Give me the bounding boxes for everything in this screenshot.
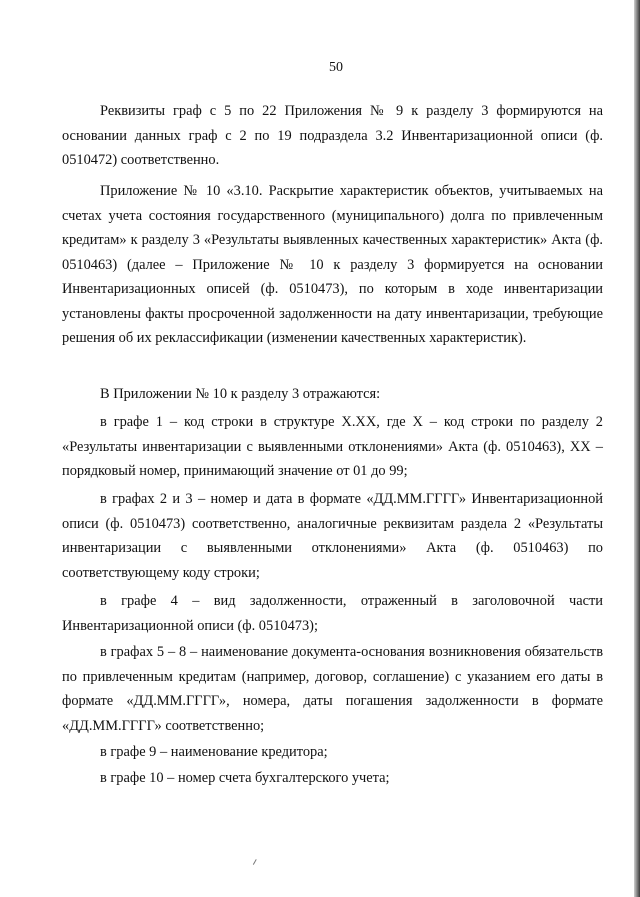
paragraph-requisites: Реквизиты граф с 5 по 22 Приложения № 9 к разделу 3 формируются на основании данных граф с 2 по 19 подраздела 3.2 Инвентаризационной описи (ф. 0510472) соответственно. [62, 103, 603, 168]
paragraph-appendix-10: Приложение № 10 «3.10. Раскрытие характеристик объектов, учитываемых на счетах учета состояния государственного (муниципального) долга по привлеченным кредитам» к разделу 3 «Результаты выявленных качественных характеристик» Акта (ф. 0510463) (далее – Приложение № 10 к разделу 3 формируется на основании Инвентаризационных описей (ф. 0510473), по которым в ходе инвентаризации установлены факты просроченной задолженности на дату инвентаризации, требующие решения об их реклассификации (изменении качественных характеристик). [62, 183, 603, 346]
paragraph-column-4: в графе 4 – вид задолженности, отраженный в заголовочной части Инвентаризационной описи (ф. 0510473); [62, 593, 603, 634]
body-text [62, 766, 603, 791]
body-text [62, 99, 603, 173]
paragraph-reflected-intro: В Приложении № 10 к разделу 3 отражаются: [100, 386, 381, 402]
paragraph-column-1: в графе 1 – код строки в структуре X.XX, где X – код строки по разделу 2 «Результаты инвентаризации с выявленными отклонениями» Акта (ф. 0510463), XX – порядковый номер, принимающий значение от 01 до 99; [62, 414, 603, 479]
body-text [62, 179, 603, 351]
scan-page-edge [634, 0, 640, 897]
paragraph-columns-5-8: в графах 5 – 8 – наименование документа-основания возникновения обязательств по привлеченным кредитам (например, договор, соглашение) с указанием его даты в формате «ДД.ММ.ГГГГ», номера, даты погашения задолженности в формате «ДД.ММ.ГГГГ» соответственно; [62, 644, 603, 734]
body-text [62, 410, 603, 484]
body-text [62, 740, 603, 765]
paragraph-columns-2-3: в графах 2 и 3 – номер и дата в формате «ДД.ММ.ГГГГ» Инвентаризационной описи (ф. 0510473) соответственно, аналогичные реквизитам раздела 2 «Результаты инвентаризации с выявленными отклонениями» Акта (ф. 0510463) по соответствующему коду строки; [62, 491, 603, 581]
body-text [62, 382, 603, 407]
body-text [62, 640, 603, 738]
scan-stray-mark [253, 859, 260, 867]
paragraph-column-10: в графе 10 – номер счета бухгалтерского учета; [100, 770, 390, 786]
body-text [62, 589, 603, 638]
page-number: 50 [329, 60, 343, 75]
body-text [62, 487, 603, 585]
paragraph-column-9: в графе 9 – наименование кредитора; [100, 744, 328, 760]
